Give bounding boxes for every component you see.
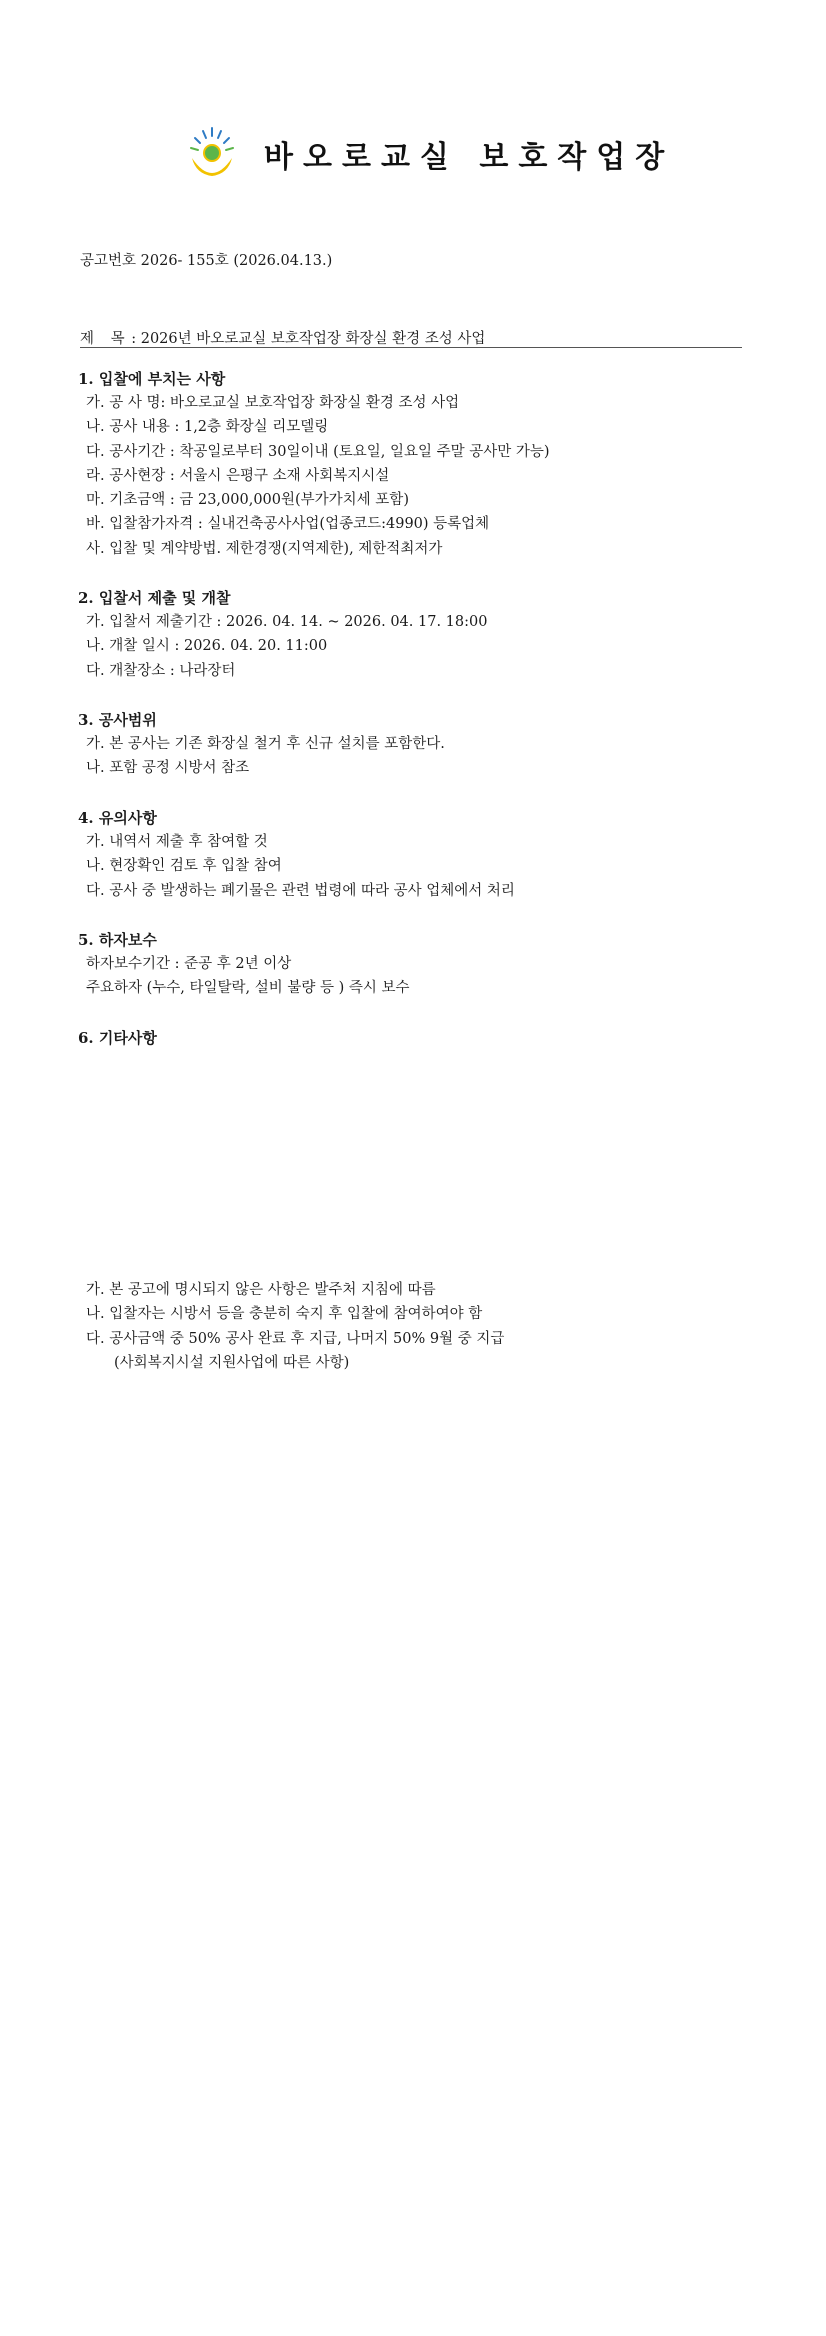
list-item: 사. 입찰 및 계약방법. 제한경쟁(지역제한), 제한적최저가 [86,540,443,557]
section-title: 2. 입찰서 제출 및 개찰 [78,589,231,607]
list-item: 가. 공 사 명: 바오로교실 보호작업장 화장실 환경 조성 사업 [86,395,460,411]
section-construction-scope [78,711,758,784]
list-item: 다. 개찰장소 : 나라장터 [86,662,236,679]
list-item: 가. 내역서 제출 후 참여할 것 [86,834,268,850]
header [0,122,826,192]
list-item: 다. 공사기간 : 착공일로부터 30일이내 (토요일, 일요일 주말 공사만 가능) [86,443,550,460]
sun-sprout-logo-icon [188,126,236,182]
list-item: 하자보수기간 : 준공 후 2년 이상 [86,956,292,972]
subject-line [80,327,742,348]
subject-label-2: 목 [110,331,125,347]
list-item: 다. 공사 중 발생하는 폐기물은 관련 법령에 따라 공사 업체에서 처리 [86,882,515,899]
section-defect-repair [78,931,758,1004]
section-bidding-items [78,370,758,564]
list-item: 나. 현장확인 검토 후 입찰 참여 [86,858,282,875]
list-item: 다. 공사금액 중 50% 공사 완료 후 지급, 나머지 50% 9월 중 지급 [86,1330,505,1347]
list-item: 라. 공사현장 : 서울시 은평구 소재 사회복지시설 [86,467,390,484]
section-title: 5. 하자보수 [78,931,157,949]
list-item: 나. 입찰자는 시방서 등을 충분히 숙지 후 입찰에 참여하여야 함 [86,1306,483,1323]
subject-label-1: 제 [80,331,95,347]
organization-name: 바오로교실 보호작업장 [264,140,675,175]
list-item-note: (사회복지시설 지원사업에 따른 사항) [114,1354,350,1371]
list-item: 나. 공사 내용 : 1,2층 화장실 리모델링 [86,419,329,436]
section-submission-opening [78,589,758,686]
section-precautions [78,809,758,906]
list-item: 바. 입찰참가자격 : 실내건축공사사업(업종코드:4990) 등록업체 [86,516,490,533]
list-item: 나. 개찰 일시 : 2026. 04. 20. 11:00 [86,638,328,655]
section-other-matters [78,1029,758,1053]
section-other-matters-items [78,1281,758,1378]
list-item: 가. 본 공고에 명시되지 않은 사항은 발주처 지침에 따름 [86,1282,436,1298]
section-title: 3. 공사범위 [78,711,157,729]
section-title: 1. 입찰에 부치는 사항 [78,370,226,388]
section-title: 6. 기타사항 [78,1029,157,1047]
list-item: 나. 포함 공정 시방서 참조 [86,760,250,777]
list-item: 주요하자 (누수, 타일탈락, 설비 불량 등 ) 즉시 보수 [86,980,410,997]
list-item: 가. 본 공사는 기존 화장실 철거 후 신규 설치를 포함한다. [86,736,445,752]
section-title: 4. 유의사항 [78,809,157,827]
list-item: 마. 기초금액 : 금 23,000,000원(부가가치세 포함) [86,492,409,509]
notice-number: 공고번호 2026- 155호 (2026.04.13.) [80,253,333,269]
subject-text: : 2026년 바오로교실 보호작업장 화장실 환경 조성 사업 [131,331,486,347]
list-item: 가. 입찰서 제출기간 : 2026. 04. 14. ~ 2026. 04. 17. 18:00 [86,614,488,630]
